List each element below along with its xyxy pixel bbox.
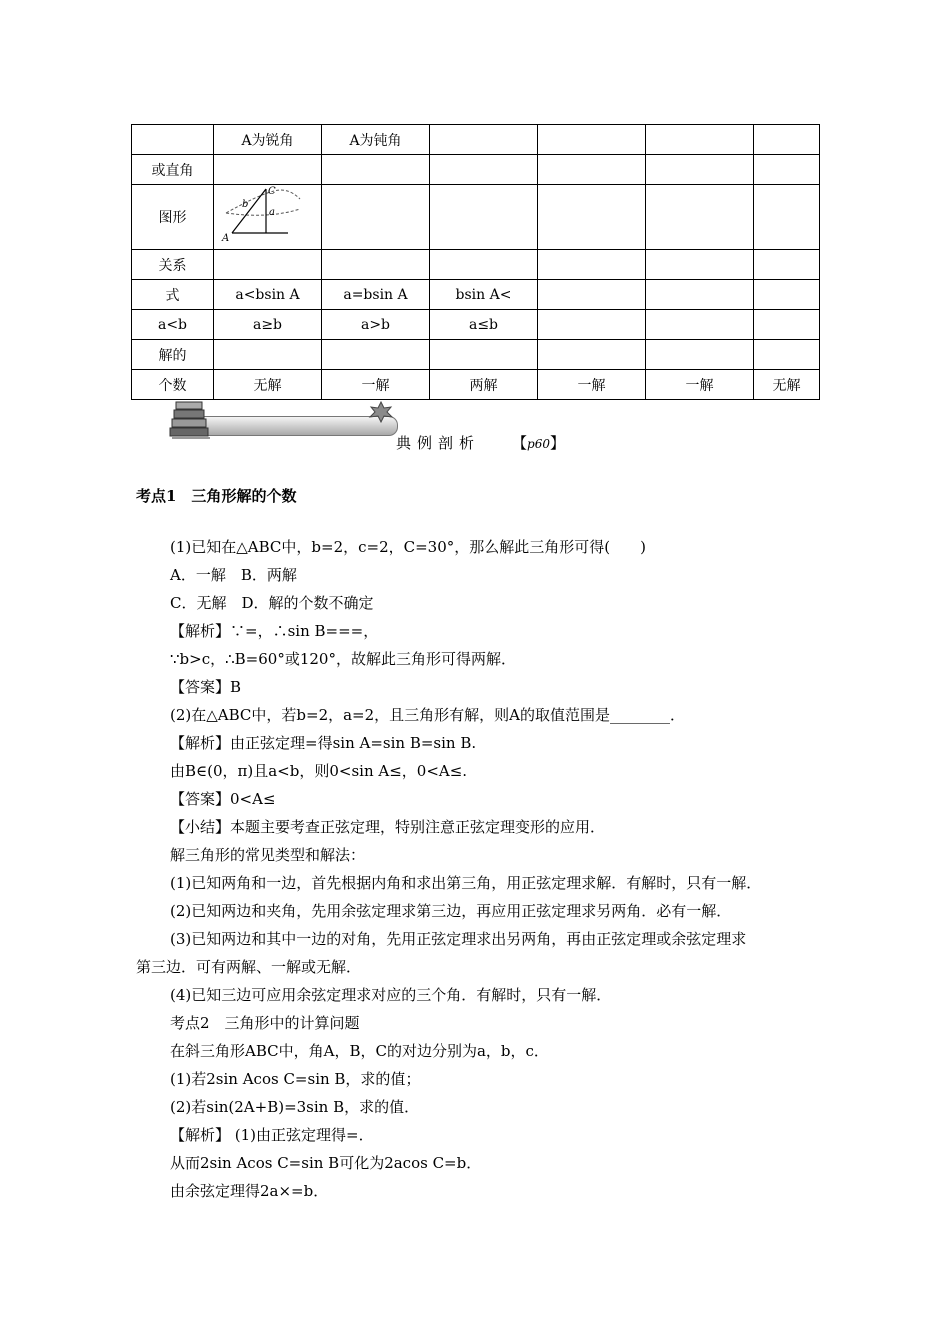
table-cell <box>322 185 430 250</box>
figure-label-b: b <box>241 199 248 210</box>
table-cell: 一解 <box>322 370 430 400</box>
table-cell: A为锐角 <box>214 125 322 155</box>
text-line: 由B∈(0，π)且a<b，则0<sin A≤，0<A≤. <box>170 762 468 780</box>
text-line: 由余弦定理得2a×=b． <box>170 1182 329 1200</box>
table-cell <box>754 340 820 370</box>
figure-label-c: C <box>267 186 276 197</box>
table-cell: a≥b <box>214 310 322 340</box>
table-cell <box>322 340 430 370</box>
text-line: ∵b>c，∴B=60°或120°，故解此三角形可得两解． <box>170 650 516 668</box>
table-cell <box>132 125 214 155</box>
solution-count-table <box>131 124 820 400</box>
figure-label-A: A <box>221 233 229 244</box>
table-row <box>132 125 820 155</box>
table-cell: 解的 <box>132 340 214 370</box>
text-line: C．无解 D．解的个数不确定 <box>170 594 374 612</box>
table-row <box>132 250 820 280</box>
text-line: 【解析】 (1)由正弦定理得=． <box>170 1126 374 1144</box>
text-line: 【解析】∵=，∴sin B===， <box>170 622 379 640</box>
table-cell <box>646 280 754 310</box>
triangle-figure-cell <box>214 185 322 250</box>
text-line: (2)已知两边和夹角，先用余弦定理求第三边，再应用正弦定理求另两角．必有一解． <box>170 902 732 920</box>
table-cell: a<bsin A <box>214 280 322 310</box>
table-row <box>132 370 820 400</box>
table-cell: 无解 <box>214 370 322 400</box>
ref-close: 】 <box>549 434 565 452</box>
table-cell <box>538 125 646 155</box>
table-cell: 或直角 <box>132 155 214 185</box>
text-line: 【解析】由正弦定理=得sin A=sin B=sin B. <box>170 734 477 752</box>
text-line: 解三角形的常见类型和解法： <box>170 846 366 864</box>
page-reference <box>512 432 565 453</box>
table-cell: 一解 <box>538 370 646 400</box>
table-cell <box>214 250 322 280</box>
table-cell: 式 <box>132 280 214 310</box>
table-cell: A为钝角 <box>322 125 430 155</box>
table-cell: a<b <box>132 310 214 340</box>
table-cell <box>754 310 820 340</box>
table-row <box>132 155 820 185</box>
table-cell <box>538 250 646 280</box>
text-line: 【答案】B <box>170 678 242 696</box>
table-cell <box>214 340 322 370</box>
table-cell: bsin A< <box>430 280 538 310</box>
table-cell <box>430 185 538 250</box>
text-line: (2)若sin(2A+B)=3sin B，求的值． <box>170 1098 420 1116</box>
text-line: 在斜三角形ABC中，角A，B，C的对边分别为a，b，c． <box>170 1042 549 1060</box>
table-cell <box>214 155 322 185</box>
table-cell <box>538 310 646 340</box>
table-row <box>132 280 820 310</box>
table-cell: 两解 <box>430 370 538 400</box>
table-cell <box>754 155 820 185</box>
section-heading-2: 考点2 三角形中的计算问题 <box>170 1014 360 1032</box>
table-row <box>132 185 820 250</box>
table-row <box>132 340 820 370</box>
table-cell <box>538 280 646 310</box>
text-line: 第三边．可有两解、一解或无解． <box>136 958 362 976</box>
books-icon <box>168 398 212 444</box>
table-cell <box>754 185 820 250</box>
table-cell <box>646 250 754 280</box>
section-heading-1: 考点1 三角形解的个数 <box>136 487 297 505</box>
table-cell <box>430 250 538 280</box>
table-cell <box>538 340 646 370</box>
figure-label-a: a <box>268 207 275 218</box>
table-cell <box>646 185 754 250</box>
table-row <box>132 310 820 340</box>
text-line: A．一解 B．两解 <box>170 566 297 584</box>
table-cell: a≤b <box>430 310 538 340</box>
table-cell <box>430 340 538 370</box>
text-line: (1)已知两角和一边，首先根据内角和求出第三角，用正弦定理求解．有解时，只有一解． <box>170 874 762 892</box>
text-line: (4)已知三边可应用余弦定理求对应的三个角．有解时，只有一解． <box>170 986 612 1004</box>
ref-page: p60 <box>527 437 550 451</box>
table-cell <box>646 125 754 155</box>
table-cell: 无解 <box>754 370 820 400</box>
leaf-icon <box>368 400 394 424</box>
banner-title: 典例剖析 <box>396 434 481 452</box>
text-line: (3)已知两边和其中一边的对角，先用正弦定理求出另两角，再由正弦定理或余弦定理求 <box>170 930 747 948</box>
table-cell <box>754 280 820 310</box>
table-cell: 图形 <box>132 185 214 250</box>
table-cell <box>430 155 538 185</box>
table-cell: a>b <box>322 310 430 340</box>
text-line: 【小结】本题主要考查正弦定理，特别注意正弦定理变形的应用． <box>170 818 606 836</box>
text-line: (1)已知在△ABC中，b=2，c=2，C=30°，那么解此三角形可得( ) <box>170 538 646 556</box>
table-cell: 关系 <box>132 250 214 280</box>
table-cell <box>754 125 820 155</box>
text-line: (1)若2sin Acos C=sin B，求的值； <box>170 1070 421 1088</box>
section-banner <box>168 398 400 450</box>
table-cell <box>646 155 754 185</box>
table-cell <box>538 155 646 185</box>
table-cell <box>322 155 430 185</box>
text-line: 【答案】0<A≤ <box>170 790 276 808</box>
table-cell <box>646 340 754 370</box>
table-cell <box>430 125 538 155</box>
table-cell: a=bsin A <box>322 280 430 310</box>
table-cell <box>538 185 646 250</box>
ref-open: 【 <box>512 434 528 452</box>
text-line: (2)在△ABC中，若b=2，a=2，且三角形有解，则A的取值范围是________． <box>170 706 685 724</box>
table-cell: 一解 <box>646 370 754 400</box>
table-cell <box>322 250 430 280</box>
table-cell <box>646 310 754 340</box>
table-cell <box>754 250 820 280</box>
triangle-figure <box>218 185 318 245</box>
text-line: 从而2sin Acos C=sin B可化为2acos C=b． <box>170 1154 482 1172</box>
table-cell: 个数 <box>132 370 214 400</box>
